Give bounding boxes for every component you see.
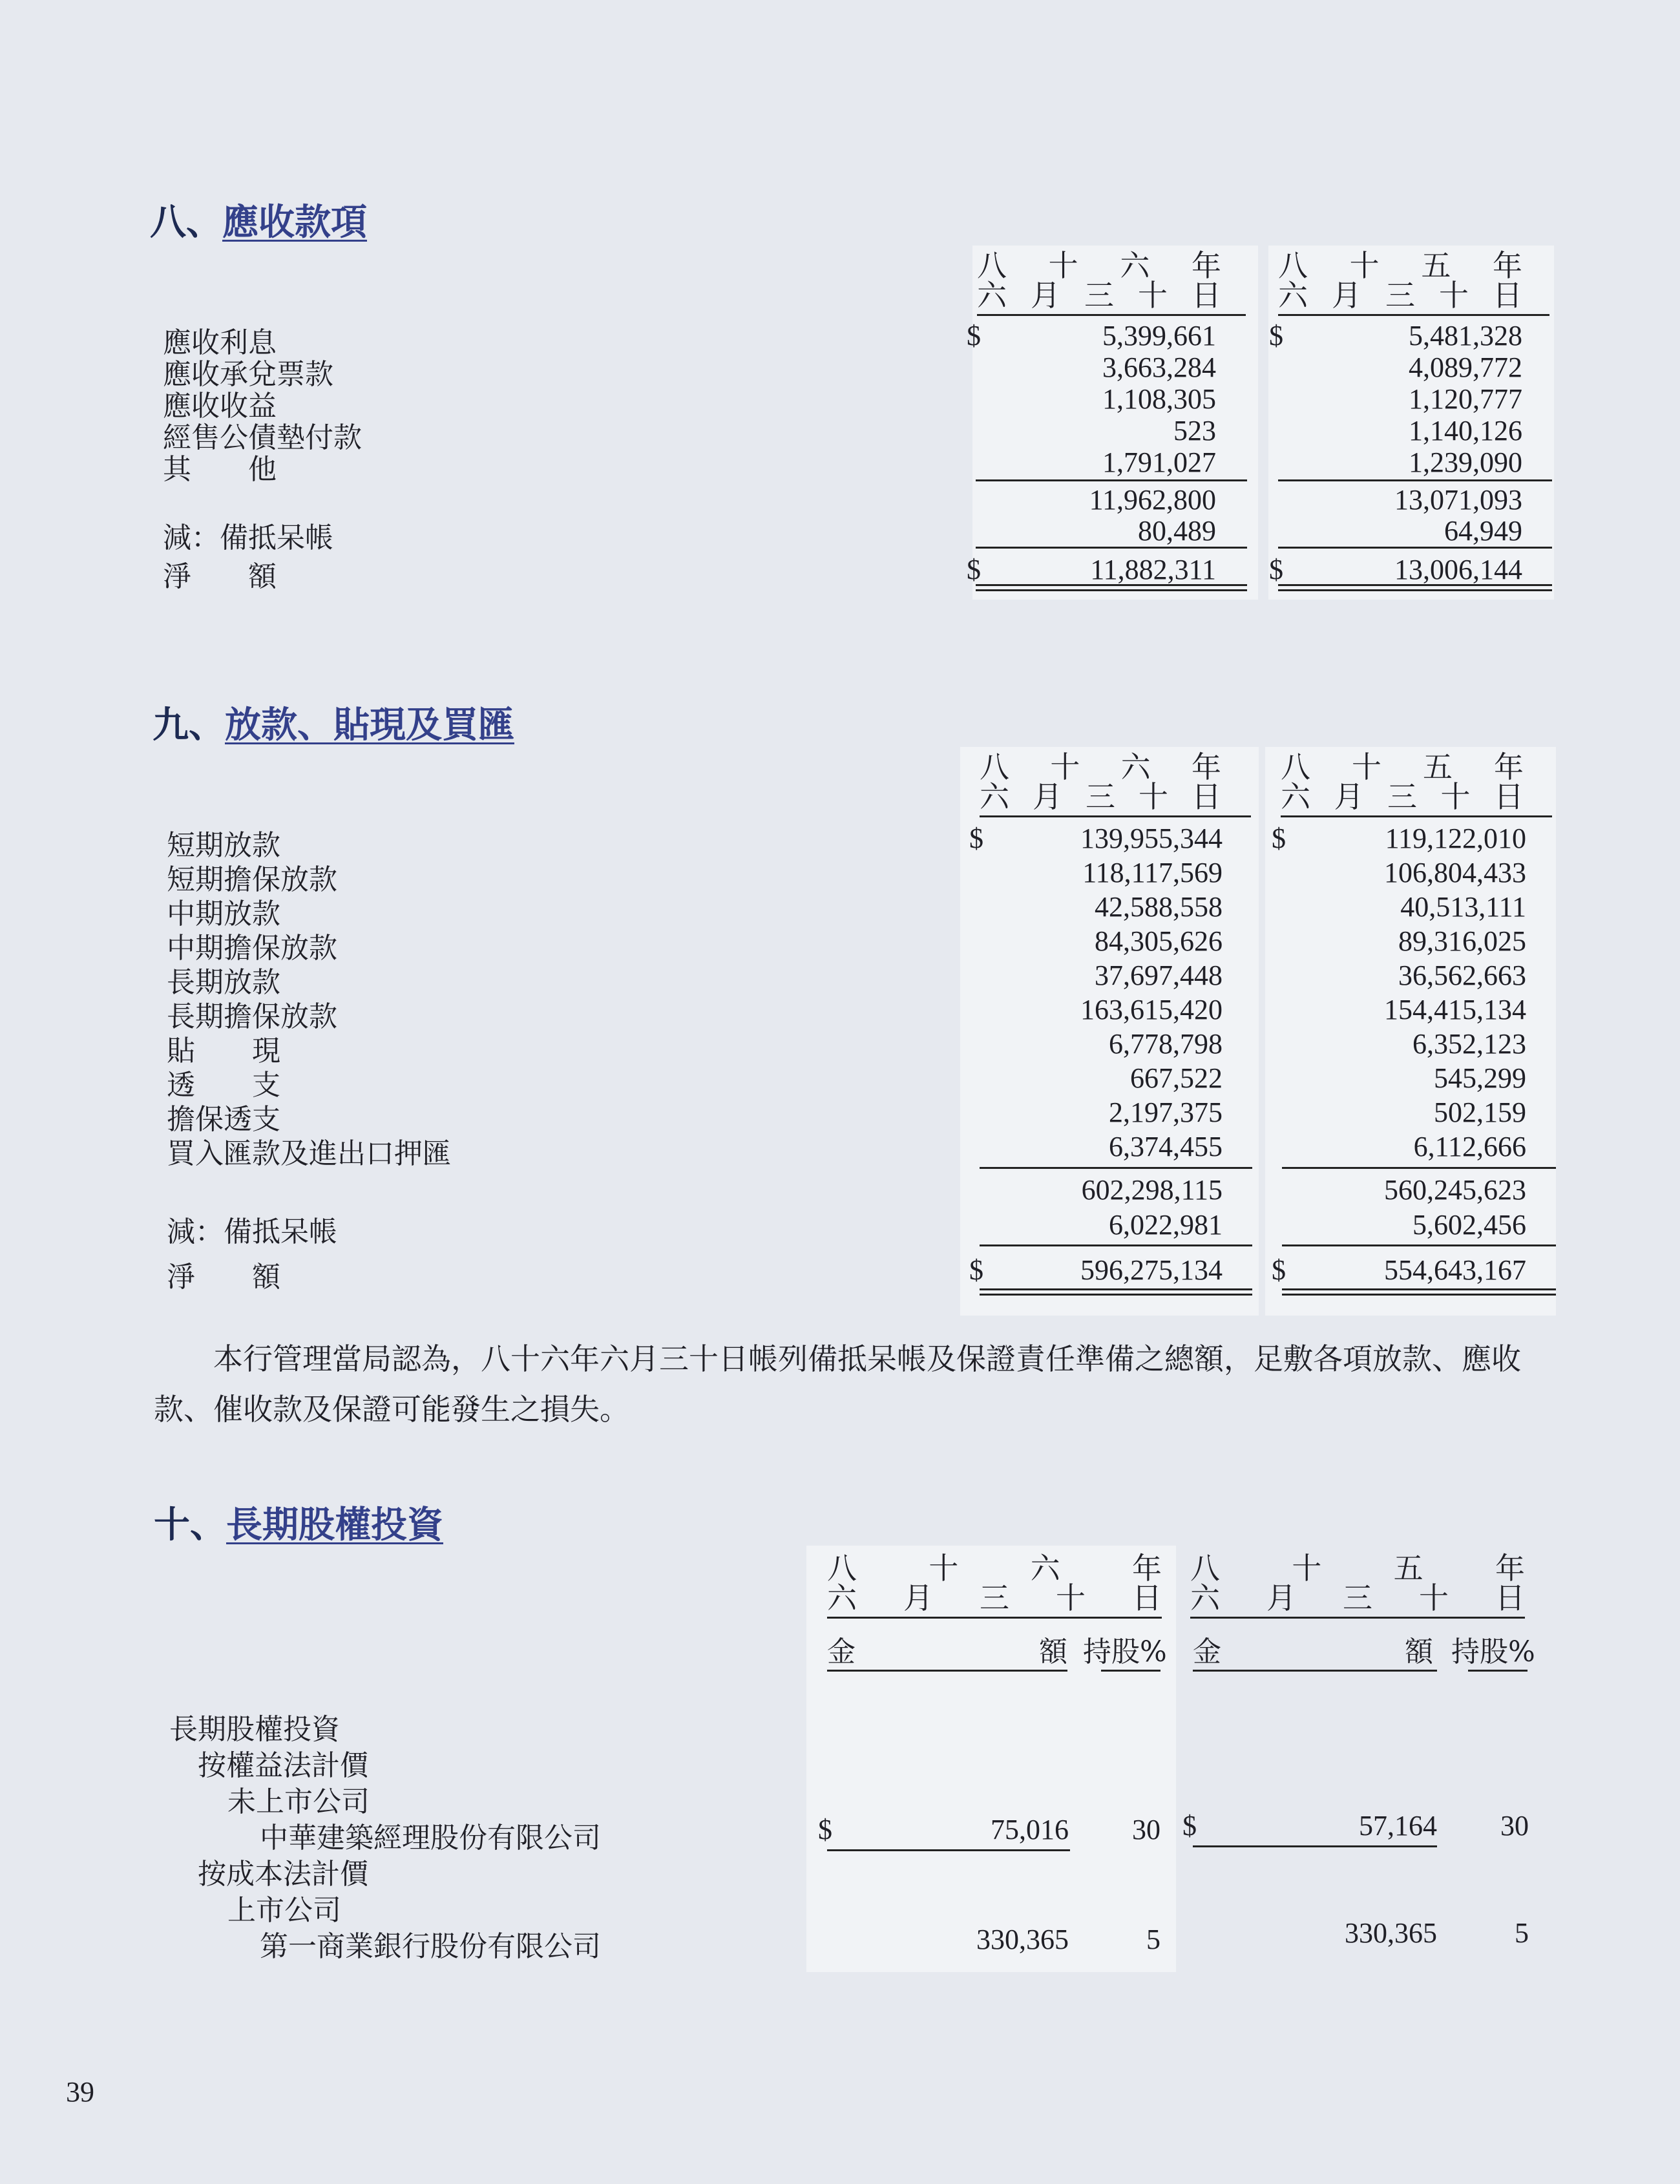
s8-net-rule-86	[976, 547, 1247, 549]
s8-value-85: 1,120,777	[1409, 383, 1522, 415]
s9-value-86: 6,778,798	[1109, 1028, 1223, 1060]
s8-subtotal-rule-85	[1278, 479, 1552, 481]
s10-label-listed: 上市公司	[227, 1894, 341, 1927]
s9-row-label: 長期放款	[167, 966, 280, 999]
s10-pct-rule-85	[1468, 1670, 1528, 1672]
section-10-title	[154, 1496, 443, 1548]
s8-value-86: 3,663,284	[1102, 352, 1216, 383]
s10-amount-85: 57,164	[1359, 1810, 1437, 1842]
s8-subtotal-85: 13,071,093	[1394, 484, 1522, 516]
s9-allowance-86: 6,022,981	[1109, 1209, 1223, 1241]
s10-amount-86: 330,365	[976, 1924, 1069, 1955]
s8-net-currency-85: $	[1269, 554, 1283, 585]
s9-net-currency-86: $	[969, 1254, 983, 1286]
section-10-header-86: 八 十 六 年 六 月 三 十 日	[827, 1553, 1162, 1619]
s9-value-86: 6,374,455	[1109, 1131, 1223, 1162]
s8-row-label: 應收利息	[163, 326, 277, 359]
section-9-header-86: 八 十 六 年 六 月 三 十 日	[980, 752, 1221, 817]
s10-amount-rule-85	[1193, 1670, 1437, 1672]
s10-pct-85: 30	[1500, 1810, 1529, 1842]
section-10-header-85: 八 十 五 年 六 月 三 十 日	[1190, 1553, 1525, 1619]
s8-allowance-label: 減：備抵呆帳	[163, 521, 333, 554]
s9-row-label: 短期擔保放款	[167, 863, 337, 896]
s8-value-85: 1,140,126	[1409, 415, 1522, 446]
s9-row-label: 短期放款	[167, 829, 280, 862]
s9-value-85: 36,562,663	[1398, 960, 1526, 991]
s8-subtotal-86: 11,962,800	[1089, 484, 1216, 516]
s9-row-label: 中期擔保放款	[167, 932, 337, 965]
s8-allowance-85: 64,949	[1444, 515, 1522, 547]
s9-subtotal-86: 602,298,115	[1081, 1174, 1223, 1206]
s8-value-86: 1,791,027	[1102, 446, 1216, 478]
s8-double-rule-86	[976, 584, 1247, 591]
s9-value-85: 154,415,134	[1384, 994, 1526, 1025]
s9-currency-85: $	[1272, 823, 1286, 854]
s10-row1-rule-85	[1193, 1845, 1437, 1847]
section-8-number: 八、	[150, 202, 222, 244]
page-number: 39	[66, 2076, 94, 2108]
section-8-header-85: 八 十 五 年 六 月 三 十 日	[1278, 251, 1522, 316]
s9-subtotal-rule-85	[1282, 1167, 1556, 1169]
s8-value-85: 5,481,328	[1409, 320, 1522, 352]
s9-allowance-85: 5,602,456	[1412, 1209, 1526, 1241]
s8-currency-85: $	[1269, 320, 1283, 352]
s10-label-company-2: 第一商業銀行股份有限公司	[260, 1930, 601, 1963]
s9-row-label: 長期擔保放款	[167, 1000, 337, 1033]
s9-row-label: 貼 現	[167, 1034, 280, 1067]
s10-label-company-1: 中華建築經理股份有限公司	[260, 1822, 601, 1854]
s8-value-85: 1,239,090	[1409, 446, 1522, 478]
s9-value-86: 2,197,375	[1109, 1097, 1223, 1128]
s10-pct-86: 30	[1132, 1814, 1160, 1845]
s8-double-rule-85	[1278, 584, 1552, 591]
s9-value-85: 6,352,123	[1412, 1028, 1526, 1060]
s10-amount-86: 75,016	[991, 1814, 1069, 1845]
s9-value-86: 118,117,569	[1082, 857, 1223, 888]
s9-row-label: 買入匯款及進出口押匯	[167, 1137, 451, 1170]
section-8-header-86: 八 十 六 年 六 月 三 十 日	[977, 251, 1221, 316]
s9-value-85: 119,122,010	[1385, 823, 1526, 854]
s9-row-label: 擔保透支	[167, 1103, 280, 1136]
s10-label-equity-method: 按權益法計價	[198, 1749, 368, 1782]
s9-allowance-label: 減：備抵呆帳	[167, 1215, 337, 1248]
s9-double-rule-85	[1282, 1288, 1556, 1296]
section-9-header-85: 八 十 五 年 六 月 三 十 日	[1281, 752, 1524, 817]
section-8-title	[150, 194, 367, 246]
s9-value-86: 163,615,420	[1080, 994, 1223, 1025]
section-9-note: 本行管理當局認為，八十六年六月三十日帳列備抵呆帳及保證責任準備之總額，足敷各項放款、應收款、催收款及保證可能發生之損失。	[154, 1341, 1521, 1427]
s9-value-86: 84,305,626	[1095, 925, 1223, 957]
s10-currency-86: $	[818, 1814, 832, 1845]
s9-currency-86: $	[969, 823, 983, 854]
s9-net-86: 596,275,134	[1080, 1254, 1223, 1286]
s8-net-86: 11,882,311	[1090, 554, 1216, 585]
s9-net-rule-85	[1282, 1244, 1556, 1246]
s8-currency-86: $	[967, 320, 981, 352]
s10-amount-header-85: 金 額	[1193, 1635, 1433, 1668]
section-9-heading: 放款、貼現及買匯	[225, 704, 514, 746]
s10-pct-86: 5	[1146, 1924, 1160, 1955]
s8-row-label: 應收承兌票款	[163, 358, 333, 391]
s8-value-86: 1,108,305	[1102, 383, 1216, 415]
s9-double-rule-86	[980, 1288, 1252, 1296]
s9-value-85: 6,112,666	[1413, 1131, 1526, 1162]
s9-value-85: 40,513,111	[1400, 891, 1526, 923]
s9-net-85: 554,643,167	[1384, 1254, 1526, 1286]
s8-row-label: 經售公債墊付款	[163, 421, 362, 454]
s8-net-85: 13,006,144	[1394, 554, 1522, 585]
s8-value-85: 4,089,772	[1409, 352, 1522, 383]
section-9-title	[152, 697, 514, 748]
s10-amount-header-86: 金 額	[827, 1635, 1067, 1668]
section-9-number: 九、	[152, 704, 225, 746]
s9-value-85: 502,159	[1434, 1097, 1526, 1128]
s9-value-86: 667,522	[1130, 1062, 1223, 1094]
s9-net-currency-85: $	[1272, 1254, 1286, 1286]
s9-row-label: 中期放款	[167, 898, 280, 930]
s9-value-86: 37,697,448	[1095, 960, 1223, 991]
s8-value-86: 523	[1173, 415, 1216, 446]
s10-pct-header-86: 持股%	[1083, 1635, 1167, 1668]
s8-net-rule-85	[1278, 547, 1552, 549]
s8-allowance-86: 80,489	[1138, 515, 1216, 547]
s9-row-label: 透 支	[167, 1069, 280, 1102]
s10-pct-85: 5	[1515, 1917, 1529, 1949]
s8-net-currency-86: $	[967, 554, 981, 585]
s10-pct-header-85: 持股%	[1451, 1635, 1535, 1668]
s9-value-86: 42,588,558	[1095, 891, 1223, 923]
s10-amount-rule-86	[827, 1670, 1067, 1672]
s8-row-label: 應收收益	[163, 390, 277, 423]
s10-currency-85: $	[1182, 1810, 1197, 1842]
s10-amount-85: 330,365	[1345, 1917, 1437, 1949]
s9-value-85: 106,804,433	[1384, 857, 1526, 888]
s8-value-86: 5,399,661	[1102, 320, 1216, 352]
section-10-heading: 長期股權投資	[226, 1504, 443, 1546]
s8-subtotal-rule-86	[976, 479, 1247, 481]
s9-subtotal-85: 560,245,623	[1384, 1174, 1526, 1206]
section-8-heading: 應收款項	[222, 202, 367, 244]
s8-net-label: 淨 額	[163, 560, 277, 593]
s9-value-86: 139,955,344	[1080, 823, 1223, 854]
s9-subtotal-rule-86	[980, 1167, 1252, 1169]
s10-label-unlisted: 未上市公司	[227, 1785, 370, 1818]
s10-pct-rule-86	[1101, 1670, 1160, 1672]
s9-net-rule-86	[980, 1244, 1252, 1246]
s10-label-cost-method: 按成本法計價	[198, 1858, 368, 1891]
s9-value-85: 89,316,025	[1398, 925, 1526, 957]
s10-row1-rule-86	[827, 1849, 1070, 1851]
s9-net-label: 淨 額	[167, 1261, 280, 1294]
s10-label-lt-equity: 長期股權投資	[169, 1713, 340, 1746]
section-10-number: 十、	[154, 1504, 226, 1546]
s8-row-label: 其 他	[163, 453, 277, 486]
s9-value-85: 545,299	[1434, 1062, 1526, 1094]
